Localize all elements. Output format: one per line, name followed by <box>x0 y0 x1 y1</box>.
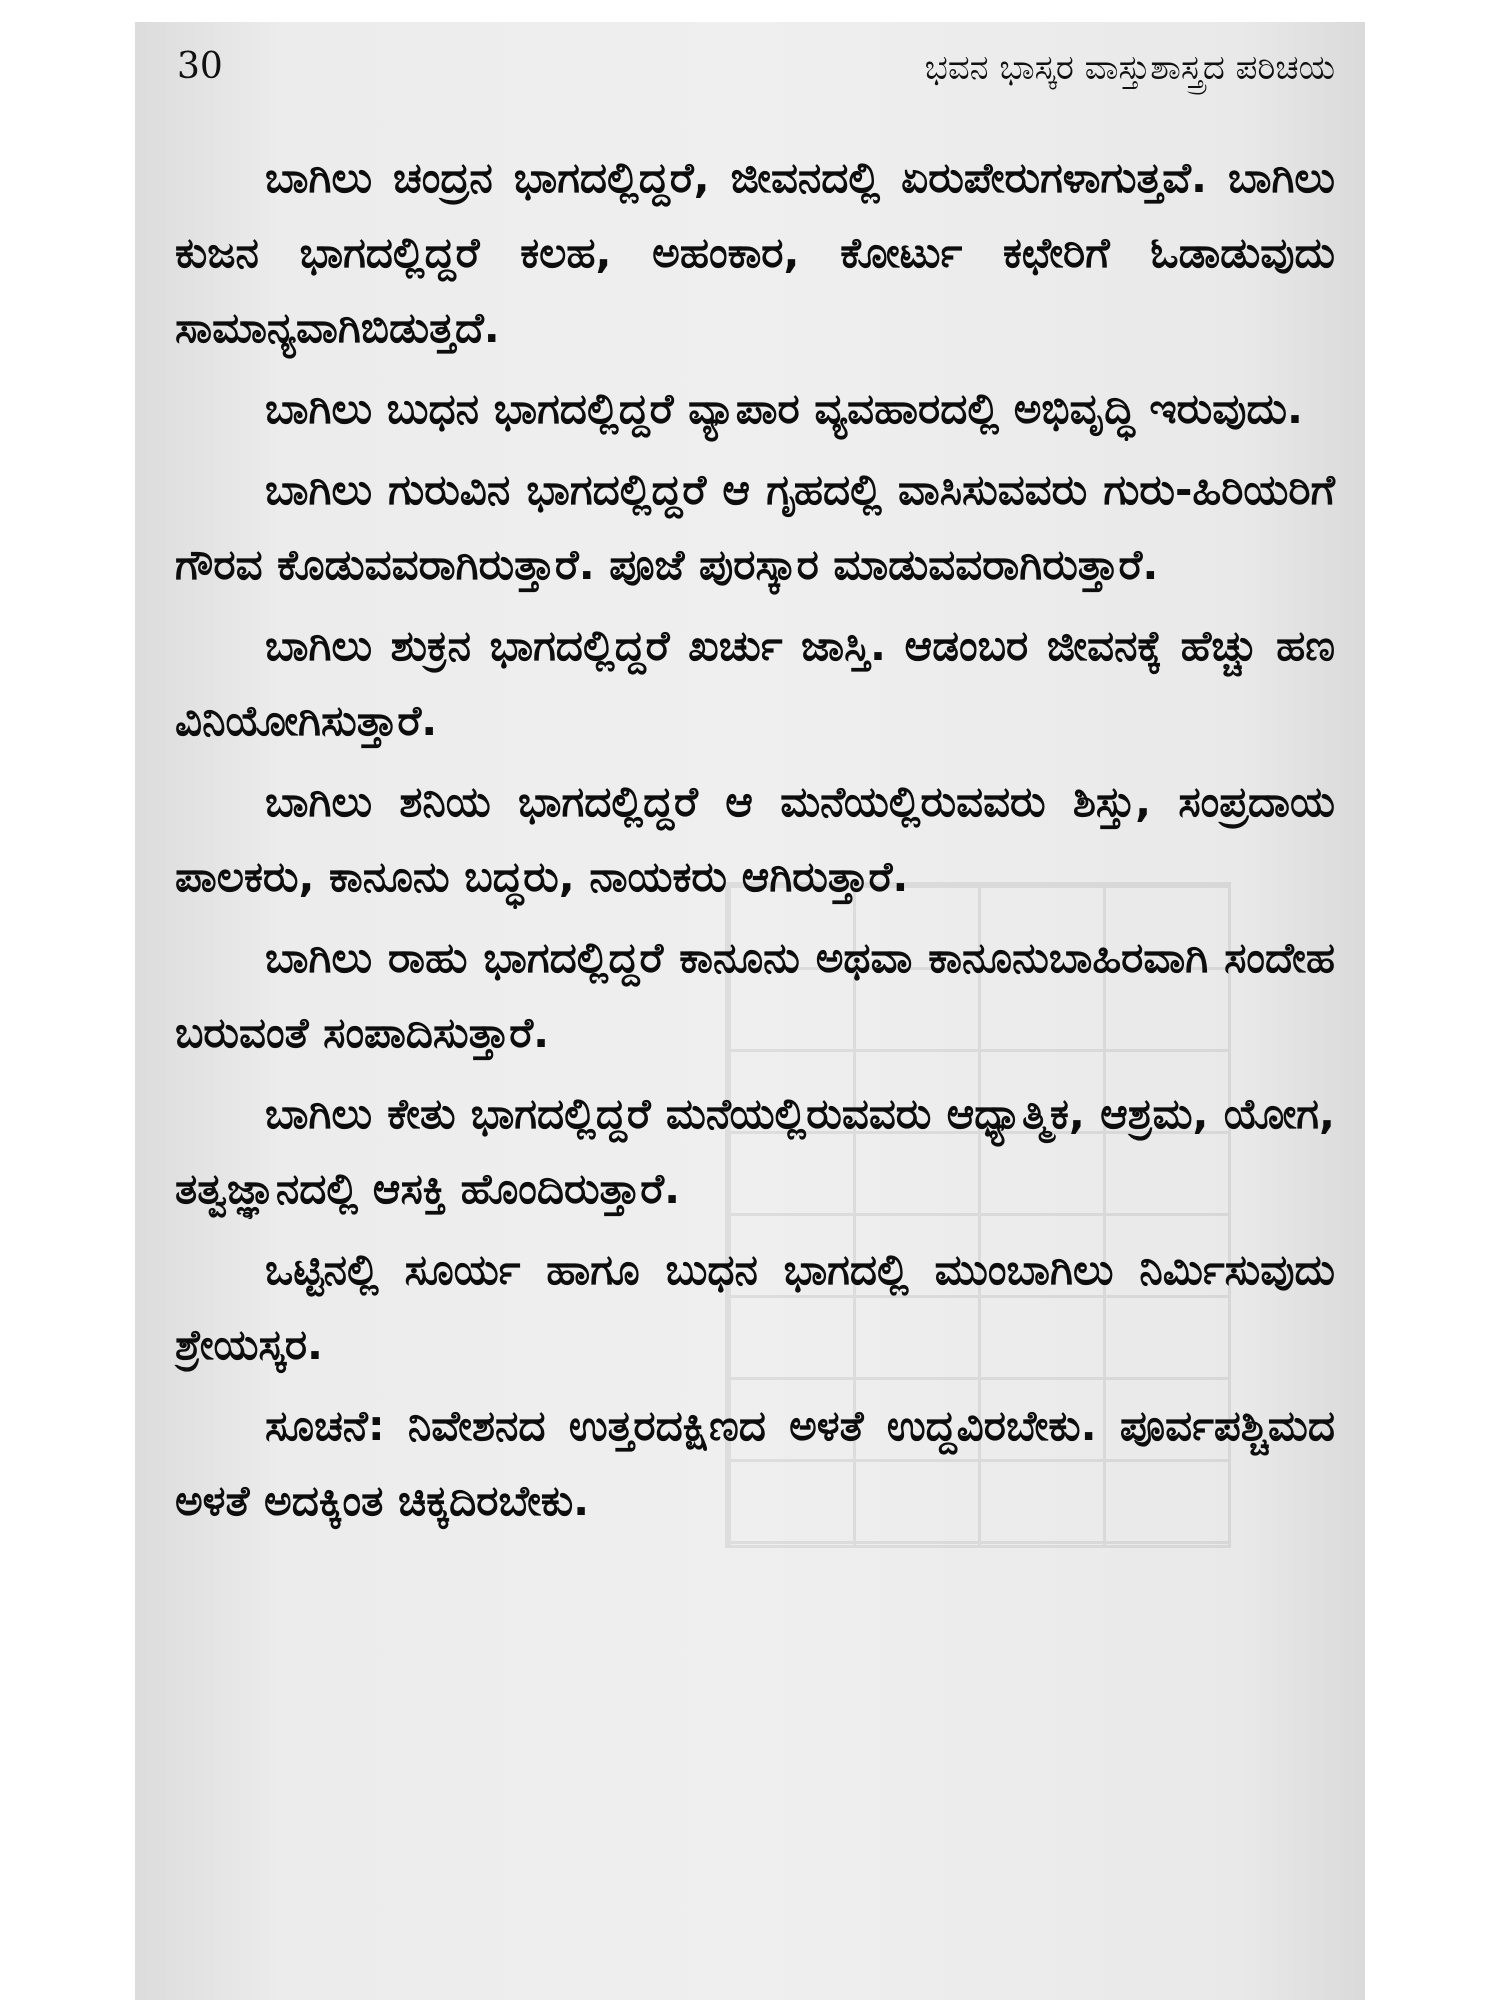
paragraph-rahu-door: ಬಾಗಿಲು ರಾಹು ಭಾಗದಲ್ಲಿದ್ದರೆ ಕಾನೂನು ಅಥವಾ ಕಾನೂನುಬಾಹಿರವಾಗಿ ಸಂದೇಹ ಬರುವಂತೆ ಸಂಪಾದಿಸುತ್ತಾರೆ. <box>175 933 1335 1057</box>
paragraph-venus-door: ಬಾಗಿಲು ಶುಕ್ರನ ಭಾಗದಲ್ಲಿದ್ದರೆ ಖರ್ಚು ಜಾಸ್ತಿ. ಆಡಂಬರ ಜೀವನಕ್ಕೆ ಹೆಚ್ಚು ಹಣ ವಿನಿಯೋಗಿಸುತ್ತಾರೆ. <box>175 621 1335 745</box>
paragraph-ketu-door: ಬಾಗಿಲು ಕೇತು ಭಾಗದಲ್ಲಿದ್ದರೆ ಮನೆಯಲ್ಲಿರುವವರು ಆಧ್ಯಾತ್ಮಿಕ, ಆಶ್ರಮ, ಯೋಗ, ತತ್ವಜ್ಞಾನದಲ್ಲಿ ಆಸಕ್ತಿ ಹೊಂದಿರುತ್ತಾರೆ. <box>175 1089 1335 1213</box>
paragraph-moon-door: ಬಾಗಿಲು ಚಂದ್ರನ ಭಾಗದಲ್ಲಿದ್ದರೆ, ಜೀವನದಲ್ಲಿ ಏರುಪೇರುಗಳಾಗುತ್ತವೆ. ಬಾಗಿಲು ಕುಜನ ಭಾಗದಲ್ಲಿದ್ದರೆ ಕಲಹ, ಅಹಂಕಾರ, ಕೋರ್ಟು ಕಛೇರಿಗೆ ಓಡಾಡುವುದು ಸಾಮಾನ್ಯವಾಗಿಬಿಡುತ್ತದೆ. <box>175 153 1335 352</box>
body-text <box>175 140 1335 1544</box>
running-title: ಭವನ ಭಾಸ್ಕರ ವಾಸ್ತುಶಾಸ್ತ್ರದ ಪರಿಚಯ <box>924 48 1335 88</box>
page-number: 30 <box>177 46 223 87</box>
book-page <box>135 22 1365 2000</box>
paragraph-summary: ಒಟ್ಟಿನಲ್ಲಿ ಸೂರ್ಯ ಹಾಗೂ ಬುಧನ ಭಾಗದಲ್ಲಿ ಮುಂಬಾಗಿಲು ನಿರ್ಮಿಸುವುದು ಶ್ರೇಯಸ್ಕರ. <box>175 1245 1335 1369</box>
paragraph-saturn-door: ಬಾಗಿಲು ಶನಿಯ ಭಾಗದಲ್ಲಿದ್ದರೆ ಆ ಮನೆಯಲ್ಲಿರುವವರು ಶಿಸ್ತು, ಸಂಪ್ರದಾಯ ಪಾಲಕರು, ಕಾನೂನು ಬದ್ಧರು, ನಾಯಕರು ಆಗಿರುತ್ತಾರೆ. <box>175 777 1335 901</box>
paragraph-jupiter-door: ಬಾಗಿಲು ಗುರುವಿನ ಭಾಗದಲ್ಲಿದ್ದರೆ ಆ ಗೃಹದಲ್ಲಿ ವಾಸಿಸುವವರು ಗುರು-ಹಿರಿಯರಿಗೆ ಗೌರವ ಕೊಡುವವರಾಗಿರುತ್ತಾರೆ. ಪೂಜೆ ಪುರಸ್ಕಾರ ಮಾಡುವವರಾಗಿರುತ್ತಾರೆ. <box>175 465 1335 589</box>
page-header <box>135 44 1365 104</box>
paragraph-note: ಸೂಚನೆ: ನಿವೇಶನದ ಉತ್ತರದಕ್ಷಿಣದ ಅಳತೆ ಉದ್ದವಿರಬೇಕು. ಪೂರ್ವಪಶ್ಚಿಮದ ಅಳತೆ ಅದಕ್ಕಿಂತ ಚಿಕ್ಕದಿರಬೇಕು. <box>175 1401 1335 1525</box>
paragraph-mercury-door: ಬಾಗಿಲು ಬುಧನ ಭಾಗದಲ್ಲಿದ್ದರೆ ವ್ಯಾಪಾರ ವ್ಯವಹಾರದಲ್ಲಿ ಅಭಿವೃದ್ಧಿ ಇರುವುದು. <box>265 384 1303 433</box>
